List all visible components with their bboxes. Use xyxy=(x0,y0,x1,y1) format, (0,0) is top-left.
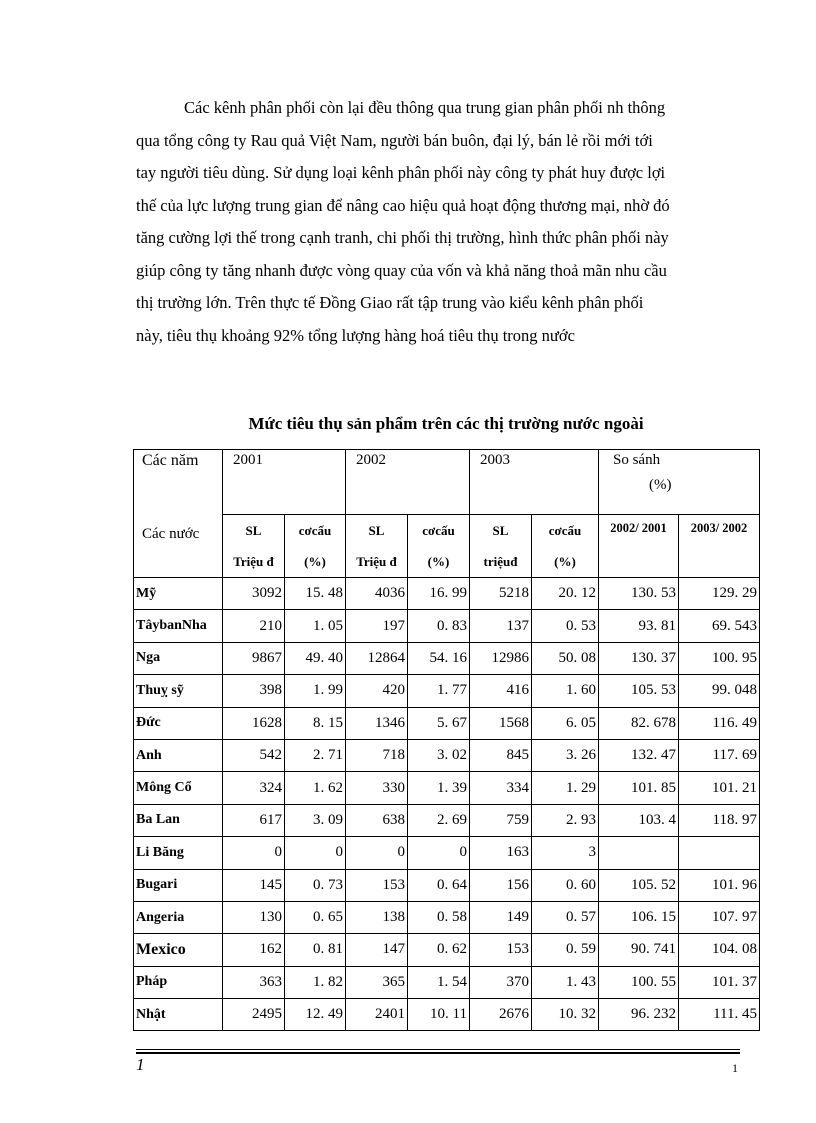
value-cell: 153 xyxy=(346,869,408,901)
table-row xyxy=(134,578,760,610)
paragraph-line: thế của lực lượng trung gian để nâng cao hiệu quả hoạt động thương mại, nhờ đó xyxy=(136,195,670,215)
value-cell: 15. 48 xyxy=(285,578,346,610)
value-cell: 10. 32 xyxy=(532,999,599,1031)
value-cell: 145 xyxy=(223,869,285,901)
table-row xyxy=(134,675,760,707)
country-cell: Angeria xyxy=(134,901,223,933)
value-cell: 12986 xyxy=(470,642,532,674)
value-cell: 2. 71 xyxy=(285,739,346,771)
value-cell: 156 xyxy=(470,869,532,901)
value-cell: 16. 99 xyxy=(408,578,470,610)
cocau-header: cơcấu (%) xyxy=(408,515,470,578)
value-cell: 398 xyxy=(223,675,285,707)
value-cell: 10. 11 xyxy=(408,999,470,1031)
footer-rule xyxy=(136,1049,740,1050)
cocau-header: cơcấu (%) xyxy=(285,515,346,578)
value-cell: 130. 37 xyxy=(599,642,679,674)
value-cell: 129. 29 xyxy=(679,578,760,610)
value-cell: 138 xyxy=(346,901,408,933)
country-cell: Thuỵ sỹ xyxy=(134,675,223,707)
value-cell: 0. 59 xyxy=(532,934,599,966)
paragraph-line: thị trường lớn. Trên thực tế Đồng Giao rất tập trung vào kiểu kênh phân phối xyxy=(136,293,644,312)
country-cell: TâybanNha xyxy=(134,610,223,642)
compare-col-header: 2002/ 2001 xyxy=(599,515,679,578)
value-cell: 334 xyxy=(470,772,532,804)
page-number: 1 xyxy=(732,1061,738,1075)
value-cell: 3 xyxy=(532,837,599,869)
paragraph-line: giúp công ty tăng nhanh được vòng quay của vốn và khả năng thoả mãn nhu cầu xyxy=(136,260,667,280)
value-cell: 2. 93 xyxy=(532,804,599,836)
value-cell: 3. 26 xyxy=(532,739,599,771)
paragraph-line: qua tổng công ty Rau quả Việt Nam, người bán buôn, đại lý, bán lẻ rồi mới tới xyxy=(136,130,653,150)
value-cell: 82. 678 xyxy=(599,707,679,739)
year-header: 2001 xyxy=(223,450,346,515)
footer-left-number: 1 xyxy=(136,1055,145,1074)
value-cell: 50. 08 xyxy=(532,642,599,674)
value-cell: 1. 82 xyxy=(285,966,346,998)
value-cell: 1. 54 xyxy=(408,966,470,998)
value-cell: 0. 58 xyxy=(408,901,470,933)
value-cell: 2401 xyxy=(346,999,408,1031)
value-cell: 1. 77 xyxy=(408,675,470,707)
table-row xyxy=(134,707,760,739)
value-cell: 104. 08 xyxy=(679,934,760,966)
value-cell: 420 xyxy=(346,675,408,707)
value-cell: 0. 73 xyxy=(285,869,346,901)
value-cell: 718 xyxy=(346,739,408,771)
value-cell: 1. 60 xyxy=(532,675,599,707)
sl-header: SL triệuđ xyxy=(470,515,532,578)
value-cell: 1. 39 xyxy=(408,772,470,804)
corner-cell xyxy=(134,450,223,578)
value-cell: 137 xyxy=(470,610,532,642)
value-cell: 1346 xyxy=(346,707,408,739)
value-cell: 0 xyxy=(285,837,346,869)
value-cell: 197 xyxy=(346,610,408,642)
table-row xyxy=(134,739,760,771)
table-row xyxy=(134,772,760,804)
corner-top-label: Các năm xyxy=(142,452,199,469)
value-cell: 6. 05 xyxy=(532,707,599,739)
value-cell: 54. 16 xyxy=(408,642,470,674)
paragraph-line: này, tiêu thụ khoảng 92% tổng lượng hàng hoá tiêu thụ trong nước xyxy=(136,325,575,345)
year-header: 2002 xyxy=(346,450,470,515)
year-header: 2003 xyxy=(470,450,599,515)
country-cell: Mỹ xyxy=(134,578,223,610)
value-cell: 370 xyxy=(470,966,532,998)
paragraph-line: tay người tiêu dùng. Sử dụng loại kênh phân phối này công ty phát huy được lợi xyxy=(136,163,666,182)
table-row xyxy=(134,642,760,674)
corner-bottom-label: Các nước xyxy=(142,526,200,542)
value-cell: 5218 xyxy=(470,578,532,610)
cocau-header: cơcấu (%) xyxy=(532,515,599,578)
value-cell: 117. 69 xyxy=(679,739,760,771)
footer-rule xyxy=(136,1052,740,1054)
value-cell: 1. 05 xyxy=(285,610,346,642)
value-cell: 1628 xyxy=(223,707,285,739)
value-cell: 2. 69 xyxy=(408,804,470,836)
table-row xyxy=(134,610,760,642)
value-cell: 9867 xyxy=(223,642,285,674)
table-row xyxy=(134,966,760,998)
value-cell: 0. 83 xyxy=(408,610,470,642)
table-row xyxy=(134,804,760,836)
body-paragraph xyxy=(136,92,740,352)
value-cell: 12. 49 xyxy=(285,999,346,1031)
table-row xyxy=(134,934,760,966)
country-cell: Mexico xyxy=(134,934,223,966)
country-cell: Pháp xyxy=(134,966,223,998)
value-cell: 1. 62 xyxy=(285,772,346,804)
table-row xyxy=(134,901,760,933)
value-cell: 1568 xyxy=(470,707,532,739)
value-cell: 0. 81 xyxy=(285,934,346,966)
value-cell: 118. 97 xyxy=(679,804,760,836)
value-cell: 0. 65 xyxy=(285,901,346,933)
value-cell xyxy=(679,837,760,869)
value-cell: 132. 47 xyxy=(599,739,679,771)
value-cell: 210 xyxy=(223,610,285,642)
value-cell: 0. 62 xyxy=(408,934,470,966)
value-cell: 0. 57 xyxy=(532,901,599,933)
country-cell: Nhật xyxy=(134,999,223,1031)
value-cell: 3092 xyxy=(223,578,285,610)
value-cell: 149 xyxy=(470,901,532,933)
value-cell: 542 xyxy=(223,739,285,771)
value-cell: 365 xyxy=(346,966,408,998)
value-cell: 130. 53 xyxy=(599,578,679,610)
value-cell: 2495 xyxy=(223,999,285,1031)
value-cell: 363 xyxy=(223,966,285,998)
sl-header: SL Triệu đ xyxy=(346,515,408,578)
table-row xyxy=(134,999,760,1031)
compare-col-header: 2003/ 2002 xyxy=(679,515,760,578)
table-row xyxy=(134,837,760,869)
country-cell: Anh xyxy=(134,739,223,771)
value-cell: 49. 40 xyxy=(285,642,346,674)
value-cell: 0 xyxy=(408,837,470,869)
value-cell: 4036 xyxy=(346,578,408,610)
value-cell: 101. 37 xyxy=(679,966,760,998)
header-row-sub xyxy=(134,515,760,578)
compare-label: So sánh xyxy=(613,452,661,468)
paragraph-line: Các kênh phân phối còn lại đều thông qua trung gian phân phối nh thông xyxy=(184,98,666,117)
country-cell: Li Băng xyxy=(134,837,223,869)
value-cell: 69. 543 xyxy=(679,610,760,642)
value-cell: 416 xyxy=(470,675,532,707)
value-cell: 105. 53 xyxy=(599,675,679,707)
table-row xyxy=(134,869,760,901)
value-cell: 0. 60 xyxy=(532,869,599,901)
value-cell: 103. 4 xyxy=(599,804,679,836)
country-cell: Ba Lan xyxy=(134,804,223,836)
value-cell: 100. 55 xyxy=(599,966,679,998)
value-cell: 1. 29 xyxy=(532,772,599,804)
sl-header: SL Triệu đ xyxy=(223,515,285,578)
value-cell: 1. 43 xyxy=(532,966,599,998)
value-cell: 116. 49 xyxy=(679,707,760,739)
country-cell: Mông Cổ xyxy=(134,772,223,804)
value-cell: 100. 95 xyxy=(679,642,760,674)
value-cell: 1. 99 xyxy=(285,675,346,707)
value-cell: 153 xyxy=(470,934,532,966)
country-cell: Nga xyxy=(134,642,223,674)
value-cell: 324 xyxy=(223,772,285,804)
value-cell: 8. 15 xyxy=(285,707,346,739)
value-cell: 638 xyxy=(346,804,408,836)
value-cell: 90. 741 xyxy=(599,934,679,966)
table-body xyxy=(134,450,760,1031)
value-cell: 130 xyxy=(223,901,285,933)
value-cell: 0. 53 xyxy=(532,610,599,642)
table-title: Mức tiêu thụ sản phẩm trên các thị trường nước ngoài xyxy=(248,414,644,433)
value-cell: 759 xyxy=(470,804,532,836)
header-row-years xyxy=(134,450,760,515)
value-cell: 96. 232 xyxy=(599,999,679,1031)
value-cell xyxy=(599,837,679,869)
value-cell: 111. 45 xyxy=(679,999,760,1031)
value-cell: 101. 96 xyxy=(679,869,760,901)
consumption-table xyxy=(133,449,760,1031)
value-cell: 101. 85 xyxy=(599,772,679,804)
value-cell: 105. 52 xyxy=(599,869,679,901)
country-cell: Bugari xyxy=(134,869,223,901)
value-cell: 12864 xyxy=(346,642,408,674)
value-cell: 99. 048 xyxy=(679,675,760,707)
value-cell: 0 xyxy=(223,837,285,869)
country-cell: Đức xyxy=(134,707,223,739)
value-cell: 162 xyxy=(223,934,285,966)
value-cell: 20. 12 xyxy=(532,578,599,610)
value-cell: 101. 21 xyxy=(679,772,760,804)
value-cell: 3. 09 xyxy=(285,804,346,836)
value-cell: 330 xyxy=(346,772,408,804)
value-cell: 107. 97 xyxy=(679,901,760,933)
value-cell: 106. 15 xyxy=(599,901,679,933)
value-cell: 617 xyxy=(223,804,285,836)
value-cell: 845 xyxy=(470,739,532,771)
value-cell: 0. 64 xyxy=(408,869,470,901)
value-cell: 2676 xyxy=(470,999,532,1031)
value-cell: 93. 81 xyxy=(599,610,679,642)
value-cell: 163 xyxy=(470,837,532,869)
value-cell: 147 xyxy=(346,934,408,966)
value-cell: 3. 02 xyxy=(408,739,470,771)
compare-header xyxy=(599,450,760,515)
value-cell: 0 xyxy=(346,837,408,869)
compare-unit: (%) xyxy=(649,477,672,493)
value-cell: 5. 67 xyxy=(408,707,470,739)
paragraph-line: tăng cường lợi thế trong cạnh tranh, chi phối thị trường, hình thức phân phối này xyxy=(136,228,669,247)
